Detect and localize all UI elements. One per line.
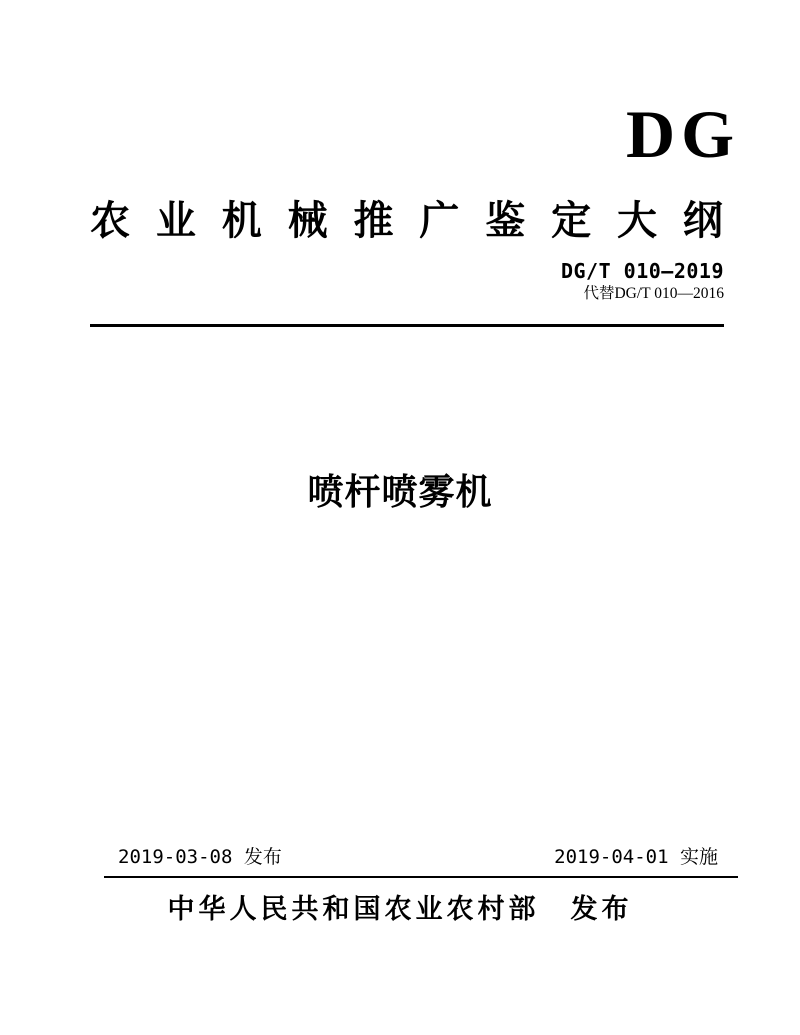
publisher-line: 中华人民共和国农业农村部 发布	[167, 894, 633, 924]
document-series-heading: 农 业 机 械 推 广 鉴 定 大 纲	[90, 199, 723, 243]
issue-date: 2019-03-08 发布	[118, 846, 282, 868]
date-row	[118, 846, 718, 869]
top-divider-rule	[90, 324, 724, 327]
standard-title: 喷杆喷雾机	[307, 471, 493, 512]
dg-logo: DG	[626, 96, 740, 172]
standard-number-block	[561, 260, 724, 303]
implementation-date: 2019-04-01 实施	[554, 846, 718, 868]
replaces-note: 代替DG/T 010—2016	[583, 285, 724, 302]
standard-number: DG/T 010—2019	[560, 259, 724, 283]
bottom-divider-rule	[104, 876, 738, 878]
